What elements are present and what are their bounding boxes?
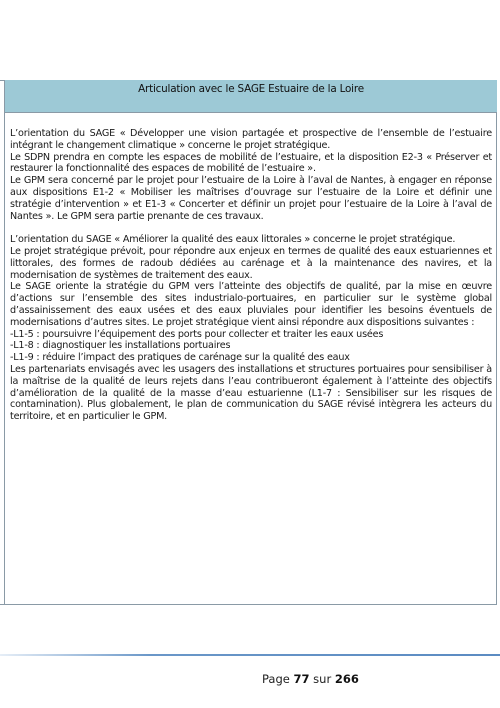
paragraph: Le SAGE oriente la stratégie du GPM vers l’atteinte des objectifs de qualité, par la mise en œuvre d’actions sur l’ensemble des sites industrialo-portuaires, en particulier sur le système global d’assainissement des eaux usées et des eaux pluviales pour identifier les besoins éventuels de modernisations d’autres sites. Le projet stratégique vient ainsi répondre aux dispositions suivantes : [10,281,492,328]
list-item: -L1-8 : diagnostiquer les installations portuaires [10,340,231,352]
footer-divider [0,654,500,656]
paragraph-spacer [10,222,492,234]
page-number [262,672,359,686]
paragraph: Le GPM sera concerné par le projet pour l’estuaire de la Loire à l’aval de Nantes, à engager en réponse aux dispositions E1-2 « Mobiliser les maîtrises d’ouvrage sur l’estuaire de la Loire et définir une stratégie d’intervention » et E1-3 « Concerter et définir un projet pour l’estuaire de la Loire à l’aval de Nantes ». Le GPM sera partie prenante de ces travaux. [10,175,492,222]
table-left-column [0,80,5,605]
table-header-title: Articulation avec le SAGE Estuaire de la Loire [138,83,364,95]
paragraph: L’orientation du SAGE « Développer une vision partagée et prospective de l’ensemble de l’estuaire intégrant le changement climatique » concerne le projet stratégique. [10,128,492,151]
page-prefix: Page [262,672,294,686]
page-current: 77 [293,672,310,686]
table-body-cell [10,128,492,423]
list-item: -L1-5 : poursuivre l’équipement des ports pour collecter et traiter les eaux usées [10,328,384,340]
page-total: 266 [334,672,359,686]
paragraph: Le SDPN prendra en compte les espaces de mobilité de l’estuaire, et la disposition E2-3 « Préserver et restaurer la fonctionnalité des espaces de mobilité de l’estuaire ». [10,151,492,175]
table-header-row [5,80,497,113]
paragraph: Les partenariats envisagés avec les usagers des installations et structures portuaires pour sensibiliser à la maîtrise de la qualité de leurs rejets dans l’eau contribueront également à l’atteinte des objectifs d’amélioration de la qualité de la masse d’eau estuarienne (L1-7 : Sensibiliser sur les risques de contamination). Plus globalement, le plan de communication du SAGE révisé intègrera les acteurs du territoire, et en particulier le GPM. [10,363,492,423]
list-item: -L1-9 : réduire l’impact des pratiques de carénage sur la qualité des eaux [10,352,350,364]
paragraph: L’orientation du SAGE « Améliorer la qualité des eaux littorales » concerne le projet stratégique. [10,234,456,246]
page-middle: sur [309,672,335,686]
paragraph: Le projet stratégique prévoit, pour répondre aux enjeux en termes de qualité des eaux estuariennes et littorales, des formes de radoub dédiées au carénage et à la maintenance des navires, et la modernisation de systèmes de traitement des eaux. [10,245,492,281]
